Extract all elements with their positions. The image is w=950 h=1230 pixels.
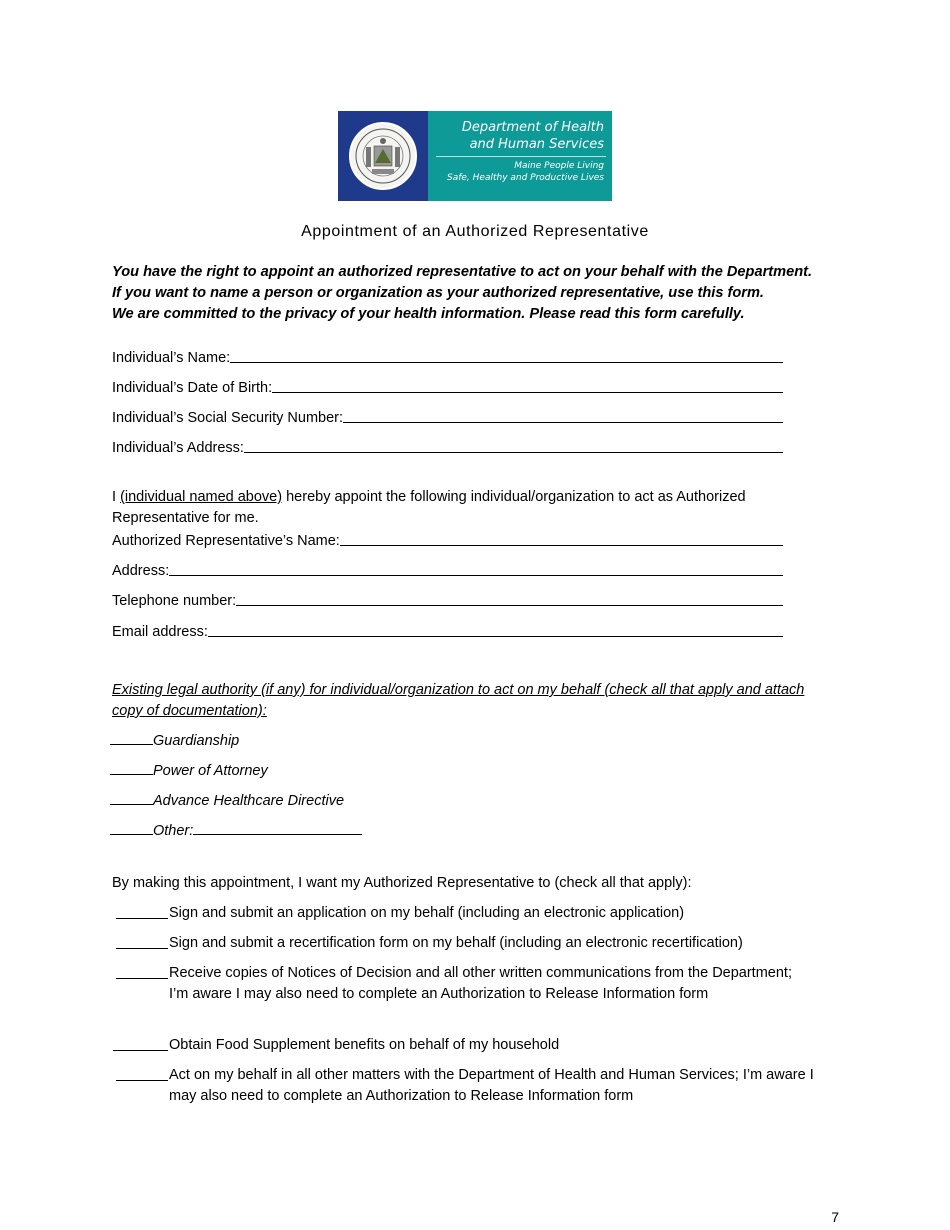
perm-food-label: Obtain Food Supplement benefits on behalf of my household: [169, 1037, 560, 1053]
intro-line-2: If you want to name a person or organization as your authorized representative, use this form.: [112, 285, 764, 301]
tagline: Maine People Living Safe, Healthy and Productive Lives: [446, 161, 604, 183]
other-checkbox[interactable]: [110, 822, 153, 835]
perm-notices-label: Receive copies of Notices of Decision and all other written communications from the Department; I’m aware I may also need to complete an Authorization to Release Information form: [169, 965, 792, 1002]
individual-name-input[interactable]: [230, 348, 783, 363]
logo-divider: [436, 156, 606, 157]
page-number: 7: [831, 1209, 839, 1225]
ahd-label: Advance Healthcare Directive: [153, 793, 345, 809]
perm-application-checkbox[interactable]: [116, 903, 168, 919]
poa-checkbox[interactable]: [110, 762, 153, 775]
perm-all-matters-checkbox[interactable]: [116, 1065, 168, 1081]
rep-phone-field: [112, 589, 783, 609]
form-title: Appointment of an Authorized Representative: [301, 223, 649, 240]
other-option: [110, 822, 362, 839]
rep-phone-label: Telephone number:: [112, 593, 237, 609]
rep-address-label: Address:: [112, 563, 170, 579]
perm-notices-checkbox[interactable]: [116, 963, 168, 979]
perm-all-matters-option: [113, 1065, 823, 1107]
individual-name-label: Individual’s Name:: [112, 350, 231, 366]
other-input[interactable]: [193, 822, 362, 835]
perm-recert-option: [113, 933, 833, 954]
individual-address-input[interactable]: [244, 438, 783, 453]
perm-application-label: Sign and submit an application on my behalf (including an electronic application): [169, 905, 685, 921]
dept-name: Department of Health and Human Services: [461, 120, 604, 152]
individual-ssn-field: [112, 406, 783, 426]
legal-authority-heading: Existing legal authority (if any) for individual/organization to act on my behalf (check all that apply and attach copy of documentation):: [112, 682, 805, 719]
poa-option: [110, 762, 268, 779]
individual-address-field: [112, 436, 783, 456]
perm-notices-option: [113, 963, 813, 1005]
rep-address-input[interactable]: [169, 561, 783, 576]
perm-all-matters-label: Act on my behalf in all other matters with the Department of Health and Human Services; I’m aware I may also need to complete an Authorization to Release Information form: [169, 1067, 814, 1104]
perm-food-checkbox[interactable]: [113, 1035, 168, 1051]
individual-ssn-input[interactable]: [343, 408, 783, 423]
guardianship-option: [110, 732, 239, 749]
rep-name-field: [112, 529, 783, 549]
ahd-checkbox[interactable]: [110, 792, 153, 805]
individual-address-label: Individual’s Address:: [112, 440, 244, 456]
rep-email-label: Email address:: [112, 624, 208, 640]
ahd-option: [110, 792, 344, 809]
seal-icon: [348, 119, 418, 193]
guardianship-label: Guardianship: [153, 733, 240, 749]
appoint-prefix: I: [112, 489, 121, 505]
rep-phone-input[interactable]: [236, 591, 783, 606]
other-label: Other:: [153, 823, 194, 839]
individual-dob-field: [112, 376, 783, 396]
perm-recert-checkbox[interactable]: [116, 933, 168, 949]
individual-dob-label: Individual’s Date of Birth:: [112, 380, 273, 396]
state-seal: [338, 111, 428, 201]
rep-email-input[interactable]: [208, 622, 783, 637]
rep-name-input[interactable]: [340, 531, 783, 546]
appoint-rest: hereby appoint the following individual/organization to act as Authorized Representative for me.: [112, 489, 746, 526]
perm-food-option: [113, 1035, 833, 1056]
rep-email-field: [112, 620, 783, 640]
perm-application-option: [113, 903, 833, 924]
intro-line-1: You have the right to appoint an authorized representative to act on your behalf with the Department.: [112, 264, 813, 280]
individual-dob-input[interactable]: [272, 378, 783, 393]
guardianship-checkbox[interactable]: [110, 732, 153, 745]
dhhs-logo: [338, 111, 612, 201]
individual-name-field: [112, 346, 783, 366]
appoint-underlined: (individual named above): [120, 489, 283, 505]
perm-recert-label: Sign and submit a recertification form on my behalf (including an electronic recertification): [169, 935, 743, 951]
intro-line-3: We are committed to the privacy of your health information. Please read this form carefully.: [112, 306, 745, 322]
rep-name-label: Authorized Representative’s Name:: [112, 533, 340, 549]
permissions-heading: By making this appointment, I want my Authorized Representative to (check all that apply):: [112, 875, 692, 891]
individual-ssn-label: Individual’s Social Security Number:: [112, 410, 344, 426]
appointment-statement: [112, 487, 832, 529]
logo-band: [428, 111, 612, 201]
rep-address-field: [112, 559, 783, 579]
poa-label: Power of Attorney: [153, 763, 268, 779]
